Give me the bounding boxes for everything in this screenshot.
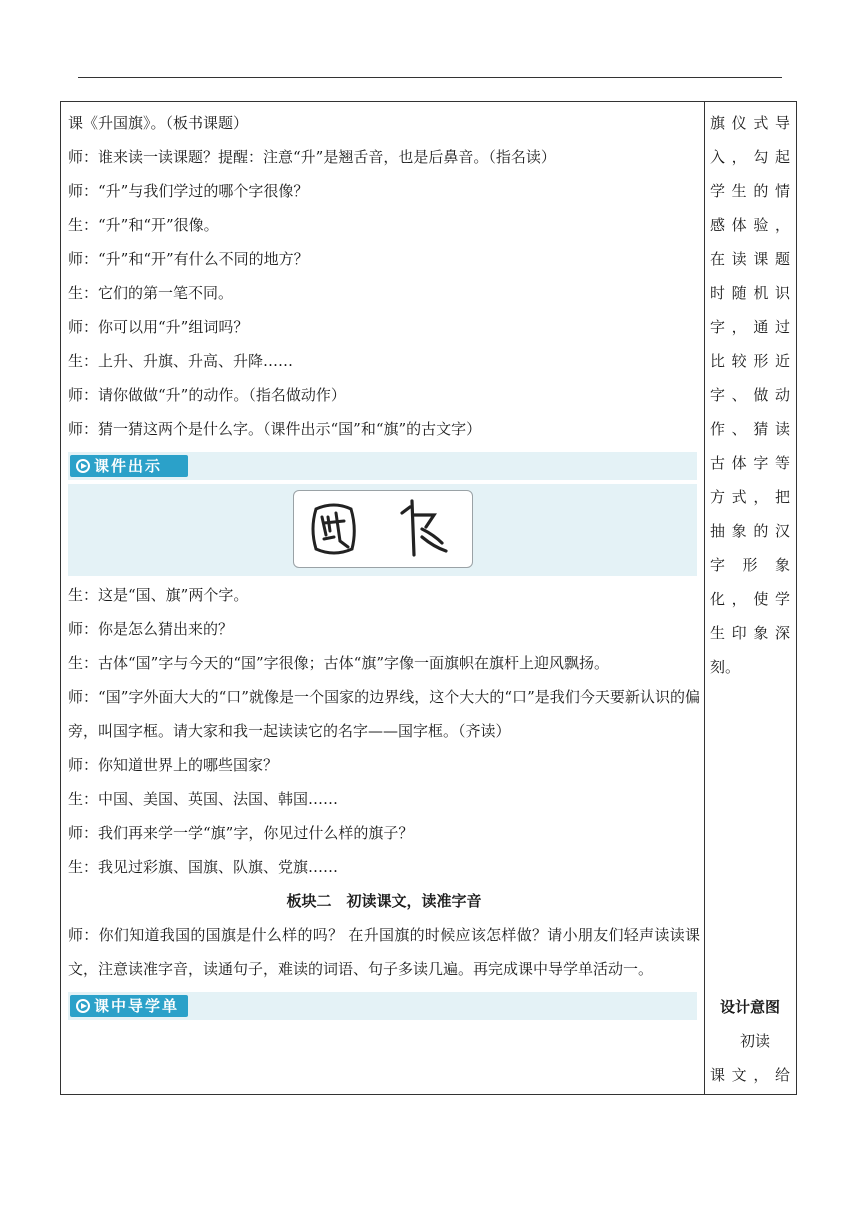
play-icon [76,999,90,1013]
side-line: 字，通过 [710,318,790,336]
ancient-guo-glyph [313,505,354,553]
side-line: 学生的情 [710,182,790,200]
side-line: 课文，给 [710,1066,790,1084]
courseware-tag [70,455,188,477]
side-line: 字形象 [710,556,790,574]
side-line: 抽象的汉 [710,522,790,540]
text-line: 师：猜一猜这两个是什么字。（课件出示“国”和“旗”的古文字） [68,420,482,438]
text-line: 师：我们再来学一学“旗”字，你见过什么样的旗子？ [68,824,414,842]
side-line: 刻。 [710,658,741,676]
text-line: 生：它们的第一笔不同。 [68,284,234,302]
text-paragraph: 师：你们知道我国的国旗是什么样的吗？ 在升国旗的时候应该怎样做？请小朋友们轻声读读课文，注意读准字音，读通句子，难读的词语、句子多读几遍。再完成课中导学单活动一。 [68,926,700,978]
ancient-characters-panel [68,484,697,576]
ancient-qi-glyph [402,501,446,555]
text-line: 师：“升”和“开”有什么不同的地方？ [68,250,309,268]
section-title: 板块二 初读课文，读准字音 [286,892,482,910]
text-line: 生：这是“国、旗”两个字。 [68,586,249,604]
text-line: 师：你可以用“升”组词吗？ [68,318,249,336]
side-line: 字、做动 [710,386,790,404]
text-line: 师：“升”与我们学过的哪个字很像？ [68,182,309,200]
study-sheet-label: 课中导学单 [94,997,180,1015]
design-intent-column [710,106,790,1092]
text-line: 生：我见过彩旗、国旗、队旗、党旗…… [68,858,339,876]
side-line: 旗仪式导 [710,114,790,132]
text-line: 生：上升、升旗、升高、升降…… [68,352,294,370]
text-line: 课《升国旗》。（板书课题） [68,114,249,132]
play-icon [76,459,90,473]
side-line: 入，勾起 [710,148,790,166]
side-line: 比较形近 [710,352,790,370]
side-spacer [710,684,790,990]
side-line: 作、猜读 [710,420,790,438]
text-line: 生：中国、美国、英国、法国、韩国…… [68,790,339,808]
text-line: 师：请你做做“升”的动作。（指名做动作） [68,386,346,404]
study-sheet-tag [70,995,188,1017]
design-intent-title: 设计意图 [719,998,780,1016]
courseware-band [68,452,697,480]
side-line: 在读课题 [710,250,790,268]
text-line: 师：你是怎么猜出来的？ [68,620,234,638]
side-line: 感体验， [710,216,790,234]
ancient-characters-image [294,491,472,567]
text-line: 师：谁来读一读课题？提醒：注意“升”是翘舌音，也是后鼻音。（指名读） [68,148,556,166]
side-line: 方式，把 [710,488,790,506]
text-line: 师：你知道世界上的哪些国家？ [68,756,279,774]
lesson-content [68,106,700,1024]
side-line: 时随机识 [710,284,790,302]
side-line: 生印象深 [710,624,790,642]
courseware-label: 课件出示 [94,457,163,475]
text-paragraph: 师：“国”字外面大大的“口”就像是一个国家的边界线，这个大大的“口”是我们今天要新认识的偏旁，叫国字框。请大家和我一起读读它的名字——国字框。（齐读） [68,688,700,740]
side-line: 化，使学 [710,590,790,608]
text-paragraph: 生：古体“国”字与今天的“国”字很像；古体“旗”字像一面旗帜在旗杆上迎风飘扬。 [68,654,610,672]
header-rule [78,77,782,78]
side-line: 初读 [740,1032,771,1050]
study-sheet-band [68,992,697,1020]
ancient-characters-card [293,490,473,568]
column-divider [704,101,705,1095]
text-line: 生：“升”和“开”很像。 [68,216,219,234]
side-line: 古体字等 [710,454,790,472]
